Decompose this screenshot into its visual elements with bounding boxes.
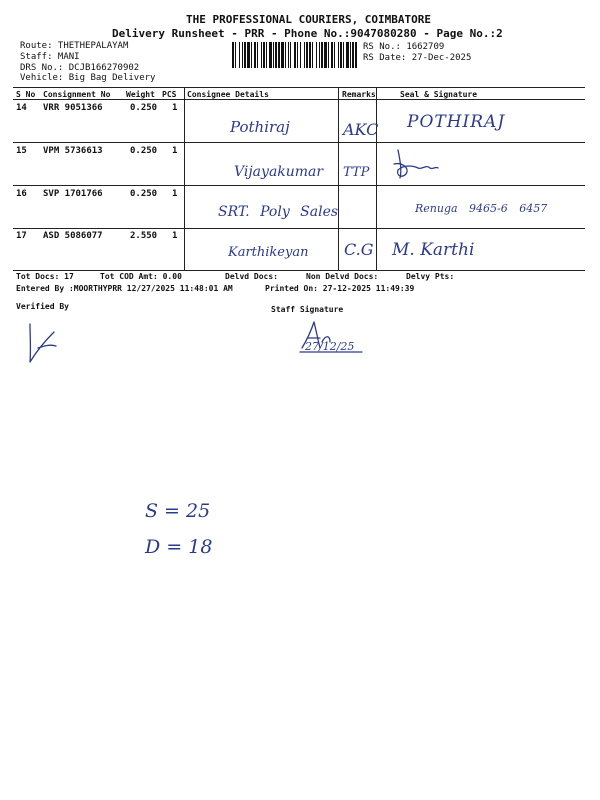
non-delivered-docs: Non Delvd Docs: [306, 272, 379, 281]
row-weight: 0.250 [130, 189, 158, 199]
row-consignment: ASD 5086077 [43, 231, 103, 241]
barcode-bar [321, 42, 323, 68]
row-pcs: 1 [172, 231, 178, 241]
col-header-consignment: Consignment No [43, 90, 111, 99]
company-name: THE PROFESSIONAL COURIERS, COIMBATORE [186, 13, 432, 26]
row-consignee-handwritten: Vijayakumar [234, 164, 324, 180]
barcode-bar [352, 42, 354, 68]
row-consignment: SVP 1701766 [43, 189, 103, 199]
table-header-line [13, 99, 585, 100]
rs-no-label: RS No.: 1662709 [363, 42, 445, 52]
barcode-bar [275, 42, 277, 68]
barcode-bar [306, 42, 308, 68]
row-consignee-handwritten: Pothiraj [230, 118, 290, 136]
barcode-bar [273, 42, 274, 68]
barcode-bar [257, 42, 258, 68]
row-weight: 2.550 [130, 231, 158, 241]
barcode-bar [294, 42, 296, 68]
note-line-1: S = 25 [145, 500, 211, 522]
barcode-bar [242, 42, 243, 68]
entered-by: Entered By :MOORTHYPRR 12/27/2025 11:48:01 AM [16, 284, 233, 293]
row-signature-handwritten: POTHIRAJ [407, 112, 506, 132]
col-header-signature: Seal & Signature [400, 90, 478, 99]
barcode-bar [232, 42, 234, 68]
table-top-line [13, 87, 585, 88]
barcode-bar [235, 42, 236, 68]
table-bottom-line [13, 270, 585, 271]
barcode-bar [312, 42, 313, 68]
column-divider [338, 88, 339, 270]
verified-signature [24, 322, 64, 366]
row-sno: 16 [16, 189, 27, 199]
drs-label: DRS No.: DCJB166270902 [20, 63, 140, 73]
barcode-bar [328, 42, 329, 68]
barcode-bar [266, 42, 267, 68]
barcode-bar [297, 42, 298, 68]
barcode-bar [247, 42, 250, 68]
row-pcs: 1 [172, 103, 178, 113]
staff-signature [298, 318, 368, 360]
barcode-bar [244, 42, 246, 68]
row-divider [13, 228, 585, 229]
barcode-bar [281, 42, 284, 68]
total-docs: Tot Docs: 17 [16, 272, 74, 281]
barcode-bar [355, 42, 357, 68]
row-divider [13, 142, 585, 143]
barcode-bar [309, 42, 311, 68]
delivered-docs: Delvd Docs: [225, 272, 278, 281]
staff-signature-date: 27/12/25 [305, 340, 355, 353]
verified-by-label: Verified By [16, 302, 69, 311]
barcode-bar [304, 42, 305, 68]
note-line-2: D = 18 [145, 536, 213, 558]
barcode-bar [338, 42, 339, 68]
col-header-sno: S No [16, 90, 36, 99]
row-remarks-handwritten: TTP [343, 165, 370, 180]
total-cod-amount: Tot COD Amt: 0.00 [100, 272, 182, 281]
row-pcs: 1 [172, 146, 178, 156]
column-divider [376, 88, 377, 270]
row-signature-scribble [392, 146, 442, 182]
col-header-remarks: Remarks [342, 90, 376, 99]
barcode-bar [290, 42, 291, 68]
barcode-bar [343, 42, 344, 68]
row-remarks-handwritten: AKC [343, 120, 379, 139]
rs-date-label: RS Date: 27-Dec-2025 [363, 53, 472, 63]
col-header-consignee: Consignee Details [187, 90, 269, 99]
row-consignment: VRR 9051366 [43, 103, 103, 113]
vehicle-label: Vehicle: Big Bag Delivery [20, 73, 156, 83]
row-sno: 15 [16, 146, 27, 156]
row-consignee-handwritten: Karthikeyan [228, 245, 309, 260]
delivery-points: Delvy Pts: [406, 272, 455, 281]
barcode-bar [239, 42, 240, 68]
barcode-bar [316, 42, 317, 68]
barcode-bar [254, 42, 256, 68]
barcode-bar [263, 42, 265, 68]
route-label: Route: THETHEPALAYAM [20, 41, 129, 51]
row-divider [13, 185, 585, 186]
barcode-bar [334, 42, 335, 68]
barcode-bar [288, 42, 289, 68]
column-divider [184, 88, 185, 270]
barcode-bar [324, 42, 327, 68]
row-signature-handwritten: M. Karthi [392, 240, 475, 260]
staff-label: Staff: MANI [20, 52, 80, 62]
row-weight: 0.250 [130, 146, 158, 156]
barcode-bar [319, 42, 320, 68]
row-signature-handwritten: Renuga 9465-6 6457 [415, 202, 548, 215]
staff-signature-label: Staff Signature [271, 305, 344, 314]
row-pcs: 1 [172, 189, 178, 199]
barcode-bar [346, 42, 349, 68]
barcode-bar [278, 42, 280, 68]
row-remarks-handwritten: C.G [344, 240, 374, 259]
row-consignee-handwritten: SRT. Poly Sales [218, 204, 339, 220]
barcode-bar [300, 42, 301, 68]
col-header-weight: Weight [126, 90, 155, 99]
row-weight: 0.250 [130, 103, 158, 113]
barcode [232, 42, 358, 68]
barcode-bar [269, 42, 272, 68]
barcode-bar [331, 42, 333, 68]
barcode-bar [261, 42, 262, 68]
row-consignment: VPM 5736613 [43, 146, 103, 156]
barcode-bar [285, 42, 286, 68]
row-sno: 17 [16, 231, 27, 241]
barcode-bar [350, 42, 351, 68]
row-sno: 14 [16, 103, 27, 113]
runsheet-subtitle: Delivery Runsheet - PRR - Phone No.:9047080280 - Page No.:2 [112, 27, 503, 40]
barcode-bar [340, 42, 342, 68]
printed-on: Printed On: 27-12-2025 11:49:39 [265, 284, 415, 293]
barcode-bar [251, 42, 252, 68]
col-header-pcs: PCS [162, 90, 177, 99]
